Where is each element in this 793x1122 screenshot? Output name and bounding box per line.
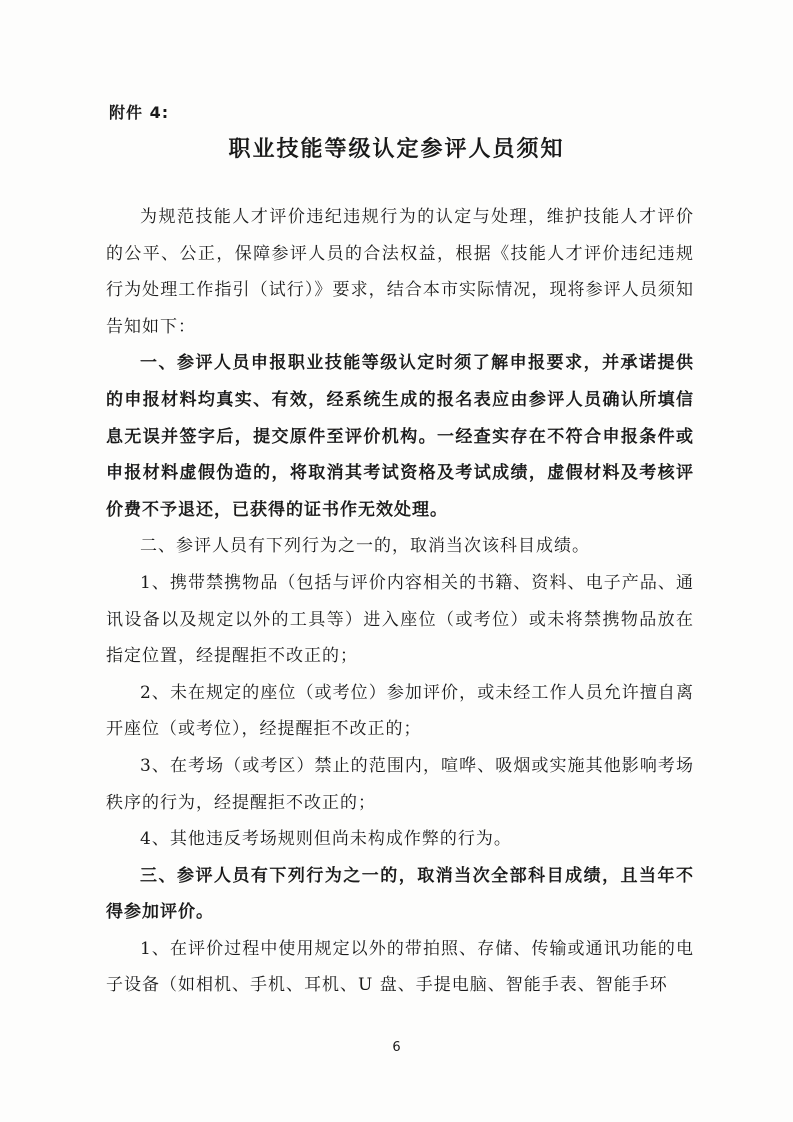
page-number: 6 <box>392 1040 401 1055</box>
clause-one-paragraph: 一、参评人员申报职业技能等级认定时须了解申报要求，并承诺提供的申报材料均真实、有效，经系统生成的报名表应由参评人员确认所填信息无误并签字后，提交原件至评价机构。一经查实存在不符合申报条件或申报材料虚假伪造的，将取消其考试资格及考试成绩，虚假材料及考核评价费不予退还，已获得的证书作无效处理。 <box>106 353 694 520</box>
clause-two-item-1: 1、携带禁携物品（包括与评价内容相关的书籍、资料、电子产品、通讯设备以及规定以外的工具等）进入座位（或考位）或未将禁携物品放在指定位置，经提醒拒不改正的； <box>106 572 694 667</box>
clause-two-item-2: 2、未在规定的座位（或考位）参加评价，或未经工作人员允许擅自离开座位（或考位），经提醒拒不改正的； <box>106 682 694 740</box>
document-body <box>106 199 694 1004</box>
clause-three-heading: 三、参评人员有下列行为之一的，取消当次全部科目成绩，且当年不得参加评价。 <box>106 865 694 923</box>
clause-two-heading: 二、参评人员有下列行为之一的，取消当次该科目成绩。 <box>140 536 590 557</box>
intro-paragraph: 为规范技能人才评价违纪违规行为的认定与处理，维护技能人才评价的公平、公正，保障参评人员的合法权益，根据《技能人才评价违纪违规行为处理工作指引（试行）》要求，结合本市实际情况，现将参评人员须知告知如下： <box>106 207 694 337</box>
document-title: 职业技能等级认定参评人员须知 <box>228 137 565 162</box>
clause-three-item-1: 1、在评价过程中使用规定以外的带拍照、存储、传输或通讯功能的电子设备（如相机、手机、耳机、U 盘、手提电脑、智能手表、智能手环 <box>106 938 694 996</box>
clause-two-item-3: 3、在考场（或考区）禁止的范围内，喧哗、吸烟或实施其他影响考场秩序的行为，经提醒拒不改正的； <box>106 755 694 813</box>
attachment-label: 附件 4: <box>109 103 170 122</box>
clause-two-item-4: 4、其他违反考场规则但尚未构成作弊的行为。 <box>140 829 512 850</box>
